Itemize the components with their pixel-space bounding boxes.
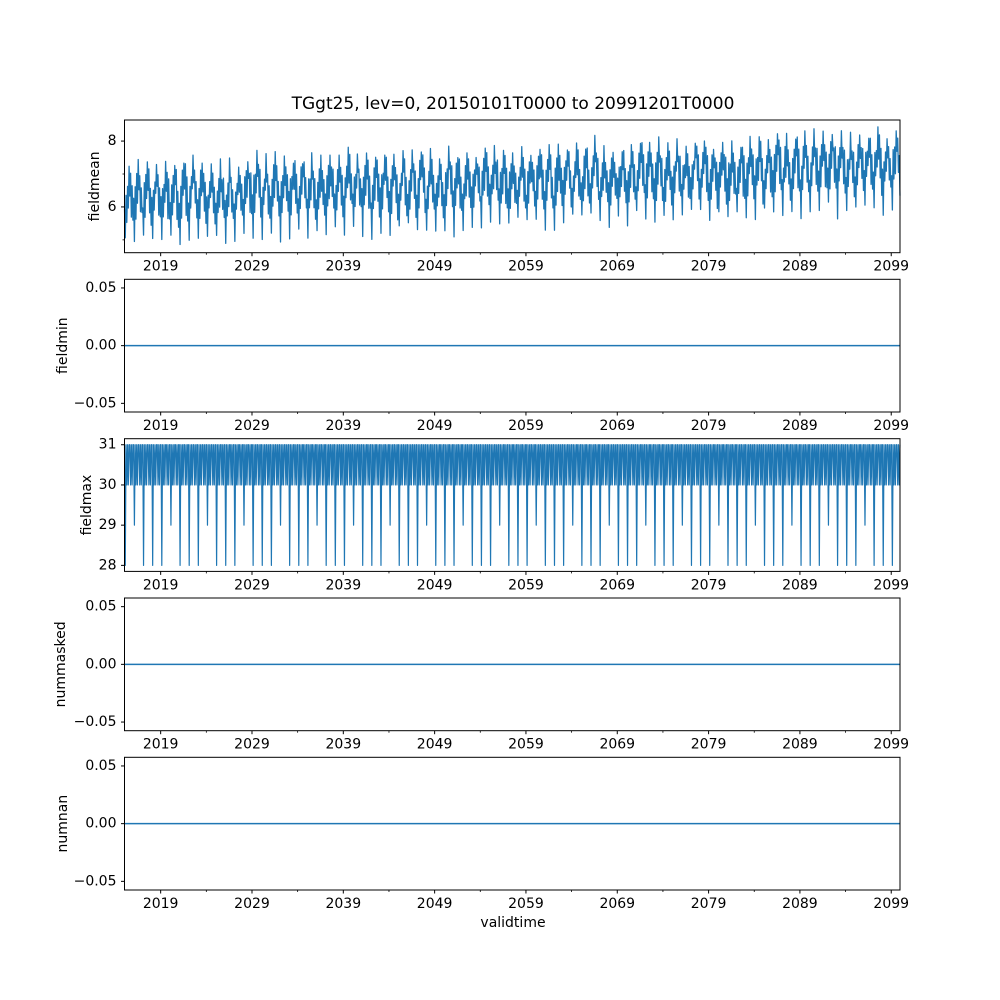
y-axis-label-fieldmean: fieldmean	[87, 151, 103, 222]
x-tick-label: 2029	[234, 736, 270, 753]
x-tick-label: 2019	[142, 736, 179, 753]
y-tick-label: −0.05	[73, 714, 117, 731]
x-tick-label: 2079	[690, 577, 727, 594]
x-tick-label: 2029	[234, 896, 270, 912]
x-tick-label: 2099	[873, 896, 910, 912]
y-tick-label: 28	[98, 557, 117, 574]
x-tick-label: 2059	[508, 258, 544, 275]
x-tick-label: 2029	[234, 577, 270, 594]
y-tick-label: 0.05	[85, 757, 117, 774]
y-axis-label-fieldmax: fieldmax	[79, 474, 95, 536]
x-tick-label: 2099	[873, 258, 910, 275]
x-tick-label: 2019	[142, 896, 179, 912]
x-tick-label: 2069	[599, 736, 636, 753]
x-tick-label: 2099	[873, 577, 910, 594]
y-tick-label: 8	[107, 133, 117, 150]
x-tick-label: 2049	[416, 418, 453, 434]
x-tick-label: 2079	[690, 896, 727, 912]
y-tick-label: −0.05	[73, 395, 117, 412]
x-tick-label: 2039	[325, 258, 362, 275]
x-tick-label: 2059	[508, 577, 544, 594]
y-tick-label: 0.00	[85, 337, 117, 354]
x-tick-label: 2079	[690, 418, 727, 434]
x-tick-label: 2069	[599, 418, 636, 434]
x-tick-label: 2099	[873, 736, 910, 753]
x-tick-label: 2089	[782, 736, 818, 753]
x-tick-label: 2019	[142, 258, 179, 275]
x-tick-label: 2039	[325, 418, 362, 434]
x-tick-label: 2099	[873, 418, 910, 434]
x-tick-label: 2069	[599, 577, 636, 594]
x-tick-label: 2079	[690, 736, 727, 753]
y-tick-label: 29	[98, 517, 117, 534]
y-tick-label: 6	[107, 198, 117, 215]
x-tick-label: 2059	[508, 736, 544, 753]
y-tick-label: 30	[98, 476, 117, 493]
x-tick-label: 2079	[690, 258, 727, 275]
y-tick-label: −0.05	[73, 873, 117, 890]
x-tick-label: 2049	[416, 258, 453, 275]
y-axis-label-nummasked: nummasked	[53, 621, 69, 708]
x-tick-label: 2089	[782, 258, 818, 275]
x-tick-label: 2019	[142, 577, 179, 594]
x-tick-label: 2019	[142, 418, 179, 434]
y-tick-label: 0.00	[85, 656, 117, 673]
y-tick-label: 31	[98, 436, 117, 453]
x-tick-label: 2069	[599, 258, 636, 275]
y-tick-label: 0.00	[85, 815, 117, 832]
x-tick-label: 2089	[782, 577, 818, 594]
y-tick-label: 0.05	[85, 279, 117, 296]
figure-title: TGgt25, lev=0, 20150101T0000 to 20991201T0000	[291, 94, 735, 114]
x-tick-label: 2059	[508, 418, 544, 434]
x-tick-label: 2039	[325, 577, 362, 594]
x-tick-label: 2049	[416, 896, 453, 912]
x-tick-label: 2029	[234, 418, 270, 434]
y-axis-label-fieldmin: fieldmin	[55, 317, 71, 374]
x-tick-label: 2029	[234, 258, 270, 275]
series-line-fieldmax	[125, 445, 900, 566]
x-tick-label: 2049	[416, 577, 453, 594]
x-tick-label: 2089	[782, 896, 818, 912]
x-tick-label: 2039	[325, 896, 362, 912]
x-tick-label: 2039	[325, 736, 362, 753]
series-line-fieldmean	[125, 127, 900, 245]
x-tick-label: 2069	[599, 896, 636, 912]
x-tick-label: 2049	[416, 736, 453, 753]
x-tick-label: 2089	[782, 418, 818, 434]
y-axis-label-numnan: numnan	[55, 794, 71, 853]
x-tick-label: 2059	[508, 896, 544, 912]
y-tick-label: 0.05	[85, 598, 117, 615]
x-axis-label: validtime	[480, 915, 546, 931]
